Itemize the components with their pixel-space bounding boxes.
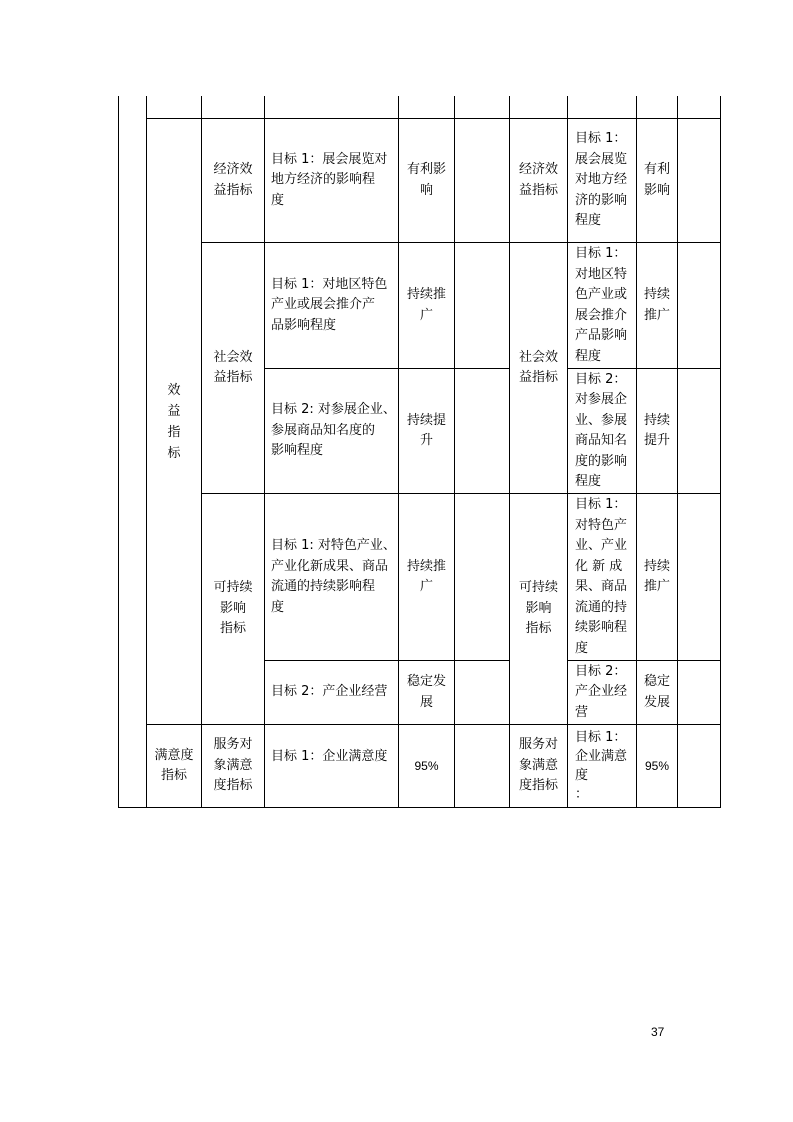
social-category: 社会效 益指标 — [213, 349, 253, 385]
social-target-2: 目标 2: 对参展企业、 参展商品知名度的 影响程度 — [271, 402, 396, 459]
econ-target: 目标 1：展会展览对 地方经济的影响程 度 — [271, 151, 388, 208]
sustain-category-actual: 可持续 影响 指标 — [518, 580, 558, 637]
sustain-target-1-actual: 目标 1： 对特色产 业、产业 化 新 成 果、商品 流通的持 续影响程 度 — [575, 497, 628, 656]
sustain-value-2-actual: 稳定 发展 — [643, 674, 670, 710]
sustain-target-2: 目标 2：产企业经营 — [271, 684, 388, 700]
satisfaction-value: 95% — [414, 758, 439, 773]
social-value-2-actual: 持续 提升 — [643, 412, 670, 448]
econ-category-actual: 经济效 益指标 — [518, 162, 558, 198]
econ-category: 经济效 益指标 — [213, 162, 253, 198]
social-value-1: 持续推 广 — [406, 287, 446, 323]
sustain-category: 可持续 影响 指标 — [213, 580, 253, 637]
sustain-target-1: 目标 1: 对特色产业、 产业化新成果、商品 流通的持续影响程 度 — [271, 538, 396, 615]
satisfaction-target: 目标 1：企业满意度 — [271, 748, 388, 764]
sustain-value-1: 持续推 广 — [406, 558, 446, 594]
satisfaction-target-actual: 目标 1： 企业满意 度 ： — [575, 730, 628, 802]
econ-value-actual: 有利 影响 — [643, 162, 670, 198]
sustain-value-1-actual: 持续 推广 — [643, 558, 670, 594]
satisfaction-value-actual: 95% — [644, 758, 670, 773]
sustain-target-2-actual: 目标 2： 产企业经 营 — [575, 663, 628, 720]
social-target-2-actual: 目标 2： 对参展企 业、参展 商品知名 度的影响 程度 — [575, 371, 628, 489]
section-benefit-indicators: 效 益 指 标 — [167, 382, 181, 461]
satisfaction-category: 服务对 象满意 度指标 — [213, 737, 253, 794]
grid-line — [118, 96, 119, 808]
grid-line — [454, 96, 455, 808]
grid-line — [677, 96, 678, 808]
page-number: 37 — [651, 1025, 665, 1039]
econ-value: 有利影 响 — [406, 162, 446, 198]
grid-line — [118, 807, 721, 808]
social-value-2: 持续提 升 — [406, 412, 446, 448]
grid-line — [720, 96, 721, 808]
social-target-1: 目标 1：对地区特色 产业或展会推介产 品影响程度 — [271, 276, 388, 333]
econ-target-actual: 目标 1： 展会展览 对地方经 济的影响 程度 — [575, 131, 628, 229]
social-value-1-actual: 持续 推广 — [643, 287, 670, 323]
sustain-value-2: 稳定发 展 — [406, 674, 446, 710]
satisfaction-category-actual: 服务对 象满意 度指标 — [518, 737, 558, 794]
section-satisfaction-indicators: 满意度 指标 — [154, 747, 194, 783]
social-target-1-actual: 目标 1： 对地区特 色产业或 展会推介 产品影响 程度 — [575, 246, 628, 364]
social-category-actual: 社会效 益指标 — [518, 349, 558, 385]
